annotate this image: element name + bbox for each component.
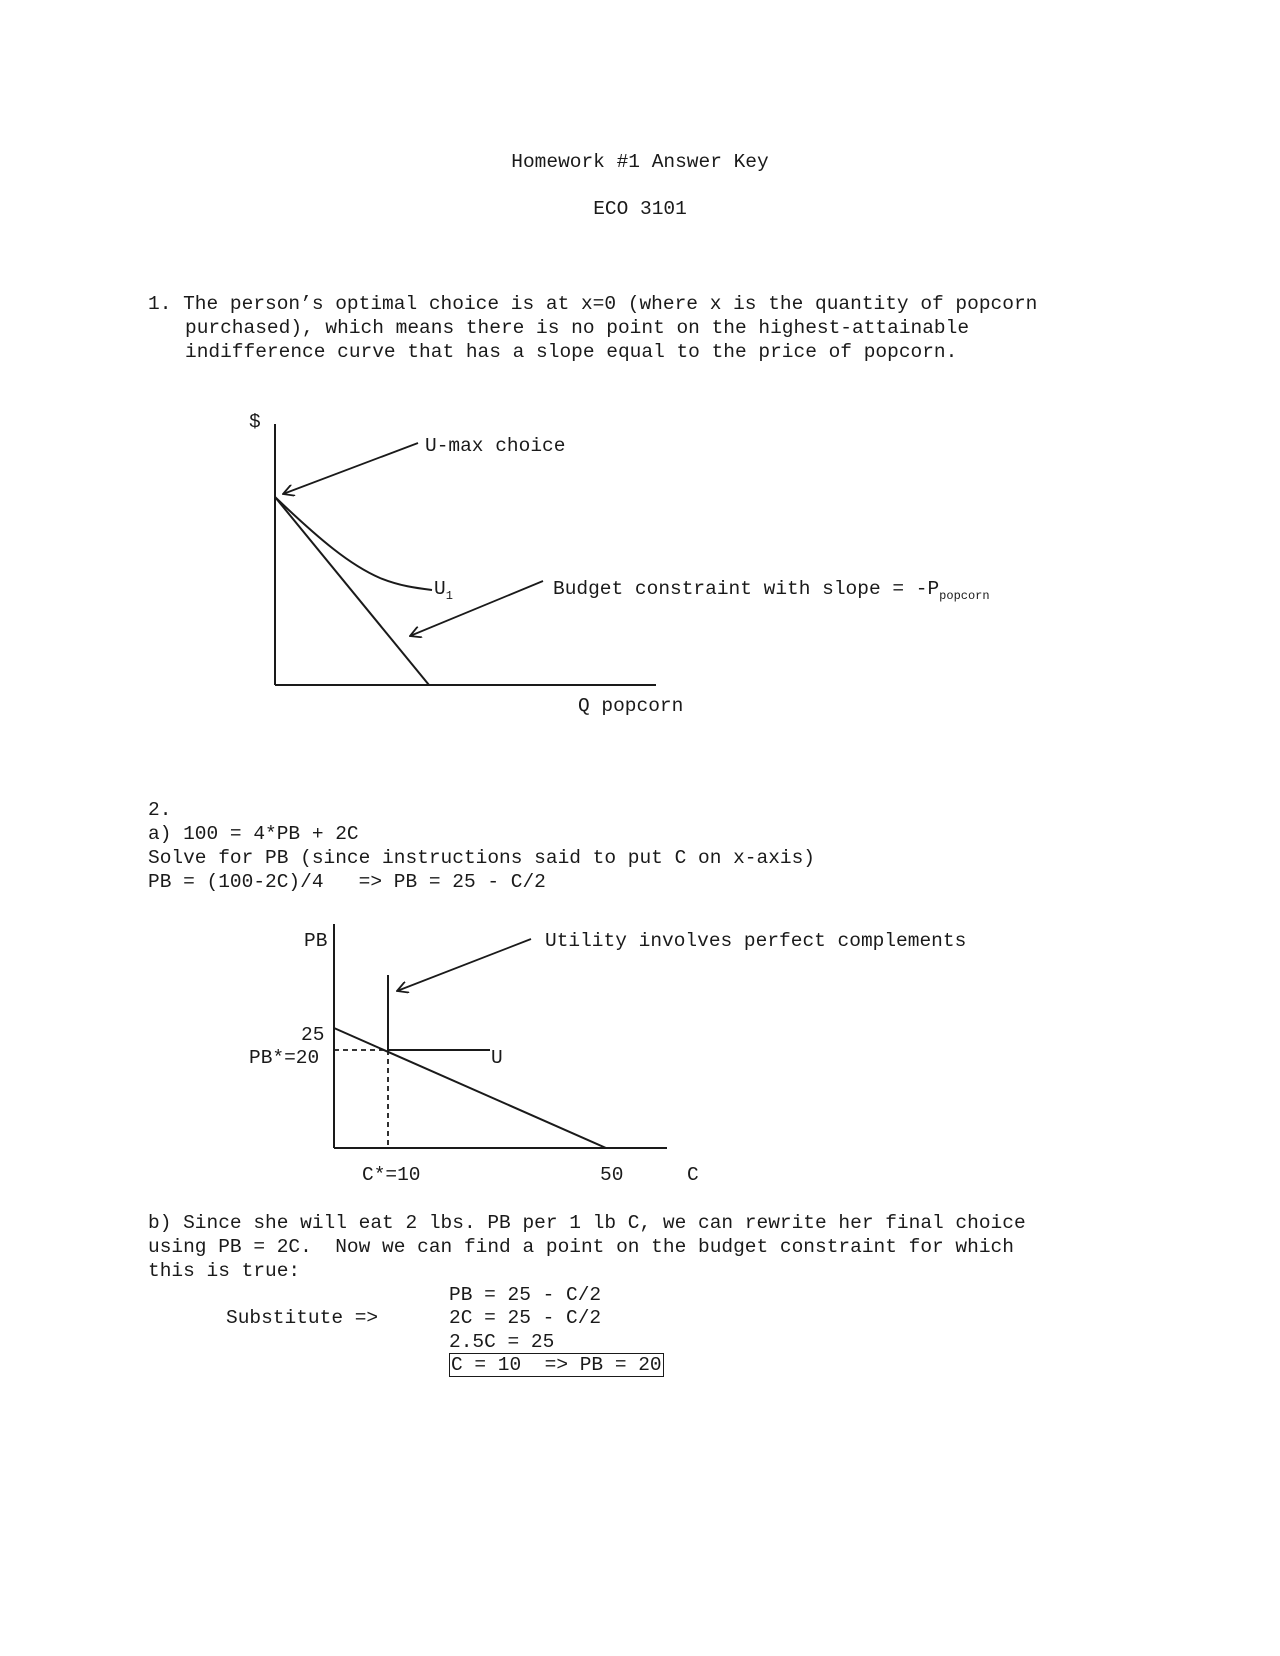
- q2-y-axis-label: PB: [304, 930, 328, 952]
- q1-budget-label: Budget constraint with slope = $-P_{popcorn}$: [553, 578, 990, 603]
- course-code: ECO 3101: [593, 198, 687, 220]
- q2-x-axis-label: C: [687, 1164, 699, 1186]
- q2-number: 2.: [148, 799, 172, 821]
- q2b-line-3: this is true:: [148, 1260, 301, 1282]
- q1-umax-label: U-max choice: [425, 435, 566, 457]
- q2a-line-2: Solve for PB (since instructions said to put C on x-axis): [148, 847, 816, 869]
- q2-tick-c-star: C*=10: [362, 1164, 421, 1186]
- q1-text-line-2: purchased), which means there is no point on the highest-attainable: [185, 317, 970, 339]
- q2-budget-line: [334, 1028, 606, 1148]
- q2-curve-label: U: [491, 1047, 503, 1069]
- q1-y-axis-label: $: [249, 411, 261, 433]
- q1-curve-label: $U_1$: [434, 578, 453, 603]
- q2b-line-1: b) Since she will eat 2 lbs. PB per 1 lb C, we can rewrite her final choice: [148, 1212, 1026, 1234]
- substitute-label: Substitute =>: [226, 1307, 379, 1329]
- answer-box: C = 10 => PB = 20: [451, 1354, 662, 1376]
- q2b-line-2: using PB = 2C. Now we can find a point on the budget constraint for which: [148, 1236, 1014, 1258]
- q1-x-axis-label: Q popcorn: [578, 695, 684, 717]
- q2a-line-3: PB = (100-2C)/4 => PB = 25 - C/2: [148, 871, 546, 893]
- equation-4-answer: [449, 1353, 664, 1377]
- equation-1: PB = 25 - C/2: [449, 1284, 602, 1306]
- q1-text-line-1: 1. The person’s optimal choice is at x=0 (where x is the quantity of popcorn: [148, 293, 1038, 315]
- q2-tick-50: 50: [600, 1164, 624, 1186]
- q2-annotation-arrow: [397, 939, 531, 991]
- equation-3: 2.5C = 25: [449, 1331, 555, 1353]
- q2a-line-1: a) 100 = 4*PB + 2C: [148, 823, 359, 845]
- q1-text-line-3: indifference curve that has a slope equal to the price of popcorn.: [185, 341, 958, 363]
- document-title: Homework #1 Answer Key: [511, 151, 769, 173]
- q2-annotation: Utility involves perfect complements: [545, 930, 967, 952]
- equation-2: 2C = 25 - C/2: [449, 1307, 602, 1329]
- q2-tick-25: 25: [301, 1024, 325, 1046]
- q2-tick-pb-star: PB*=20: [249, 1047, 320, 1069]
